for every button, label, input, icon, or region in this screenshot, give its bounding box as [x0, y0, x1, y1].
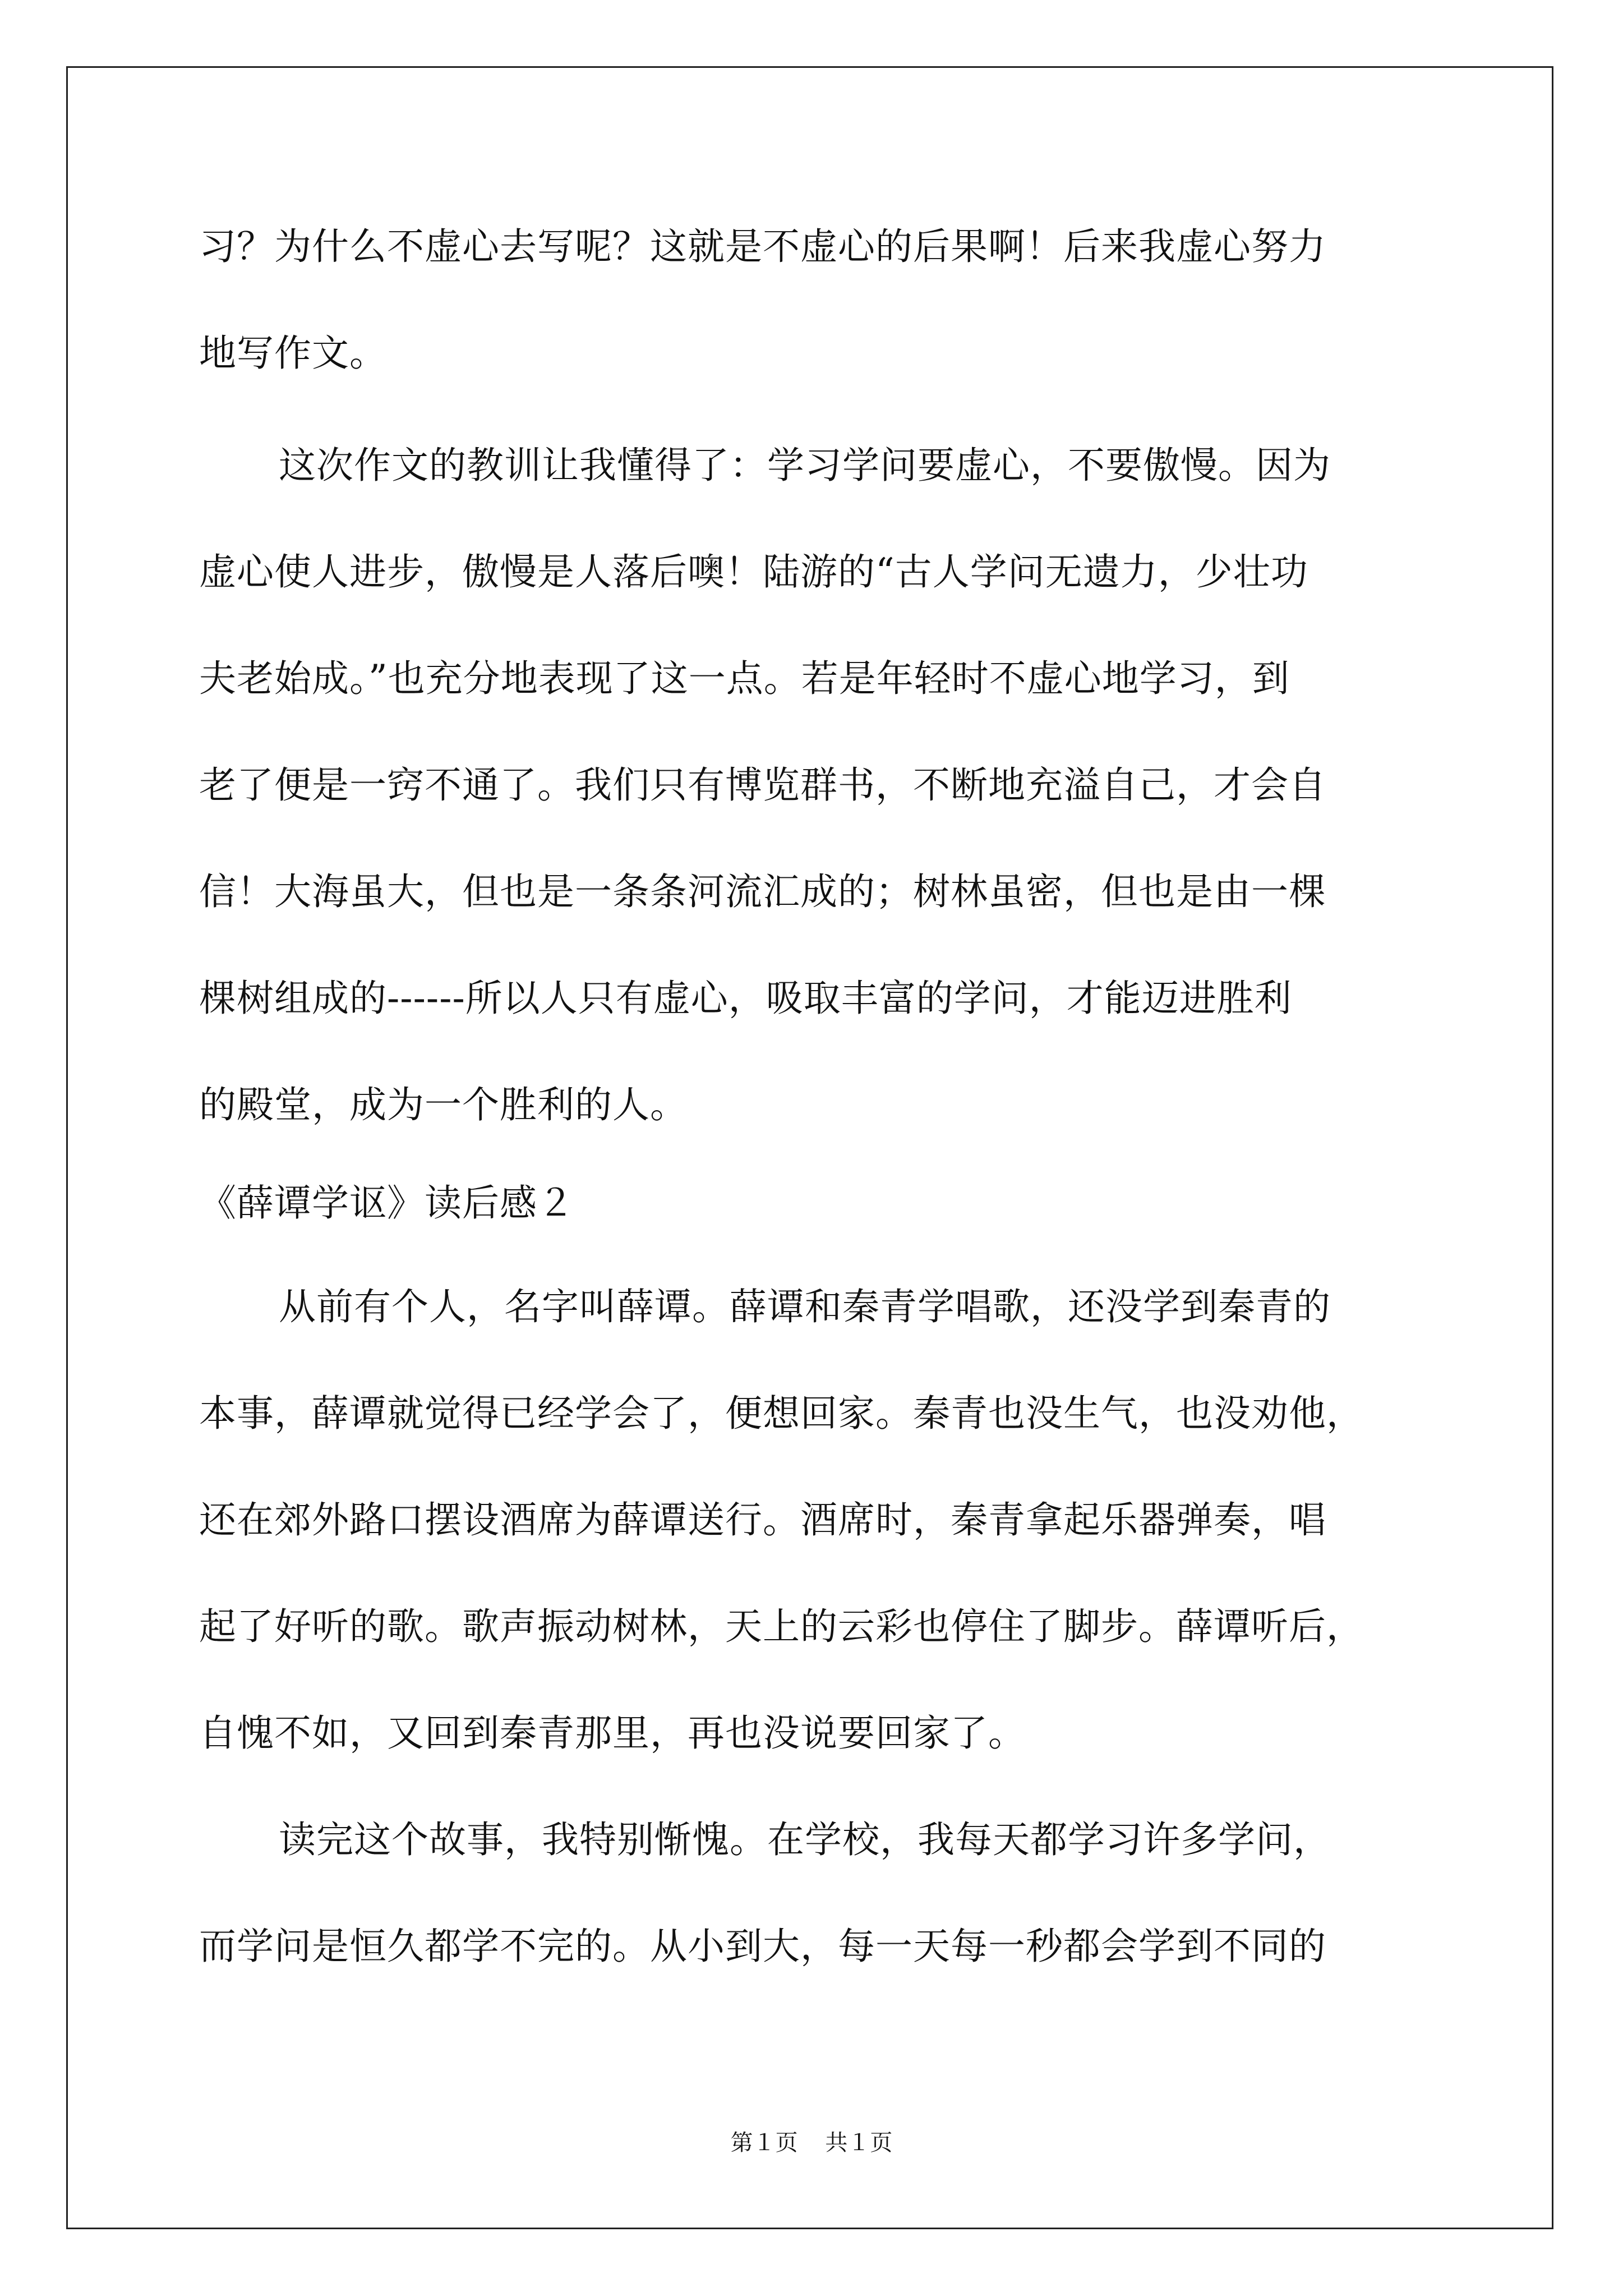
text-line: 的殿堂，成为一个胜利的人。: [199, 1083, 688, 1126]
section-heading: 《薛谭学讴》读后感２: [199, 1181, 575, 1225]
text-line: 夫老始成。”也充分地表现了这一点。若是年轻时不虚心地学习，到: [199, 657, 1290, 700]
text-line: 习？为什么不虚心去写呢？这就是不虚心的后果啊！后来我虚心努力: [199, 225, 1326, 268]
text-line: 自愧不如，又回到秦青那里，再也没说要回家了。: [199, 1711, 1026, 1755]
text-line: 地写作文。: [199, 332, 387, 375]
page-footer: [0, 2126, 1623, 2160]
text-line: 虚心使人进步，傲慢是人落后噢！陆游的“古人学问无遗力，少壮功: [199, 550, 1308, 593]
text-line: 起了好听的歌。歌声振动树林，天上的云彩也停住了脚步。薛谭听后，: [199, 1605, 1364, 1648]
paragraph-start-line: 这次作文的教训让我懂得了：学习学问要虚心，不要傲慢。因为: [279, 444, 1331, 487]
page-total: 共１页: [825, 2130, 893, 2156]
paragraph-start-line: 读完这个故事，我特别惭愧。在学校，我每天都学习许多学问，: [279, 1818, 1331, 1861]
text-line: 棵树组成的------所以人只有虚心，吸取丰富的学问，才能迈进胜利: [199, 977, 1292, 1020]
text-line: 还在郊外路口摆设酒席为薛谭送行。酒席时，秦青拿起乐器弹奏，唱: [199, 1498, 1326, 1542]
text-line: 信！大海虽大，但也是一条条河流汇成的；树林虽密，但也是由一棵: [199, 870, 1326, 913]
text-line: 老了便是一窍不通了。我们只有博览群书，不断地充溢自己，才会自: [199, 763, 1326, 807]
paragraph-start-line: 从前有个人，名字叫薛谭。薛谭和秦青学唱歌，还没学到秦青的: [279, 1285, 1331, 1328]
text-line: 而学问是恒久都学不完的。从小到大，每一天每一秒都会学到不同的: [199, 1925, 1326, 1968]
page-number: 第１页: [730, 2130, 798, 2156]
text-line: 本事，薛谭就觉得已经学会了，便想回家。秦青也没生气，也没劝他，: [199, 1392, 1364, 1435]
page-border: [66, 66, 1553, 2229]
